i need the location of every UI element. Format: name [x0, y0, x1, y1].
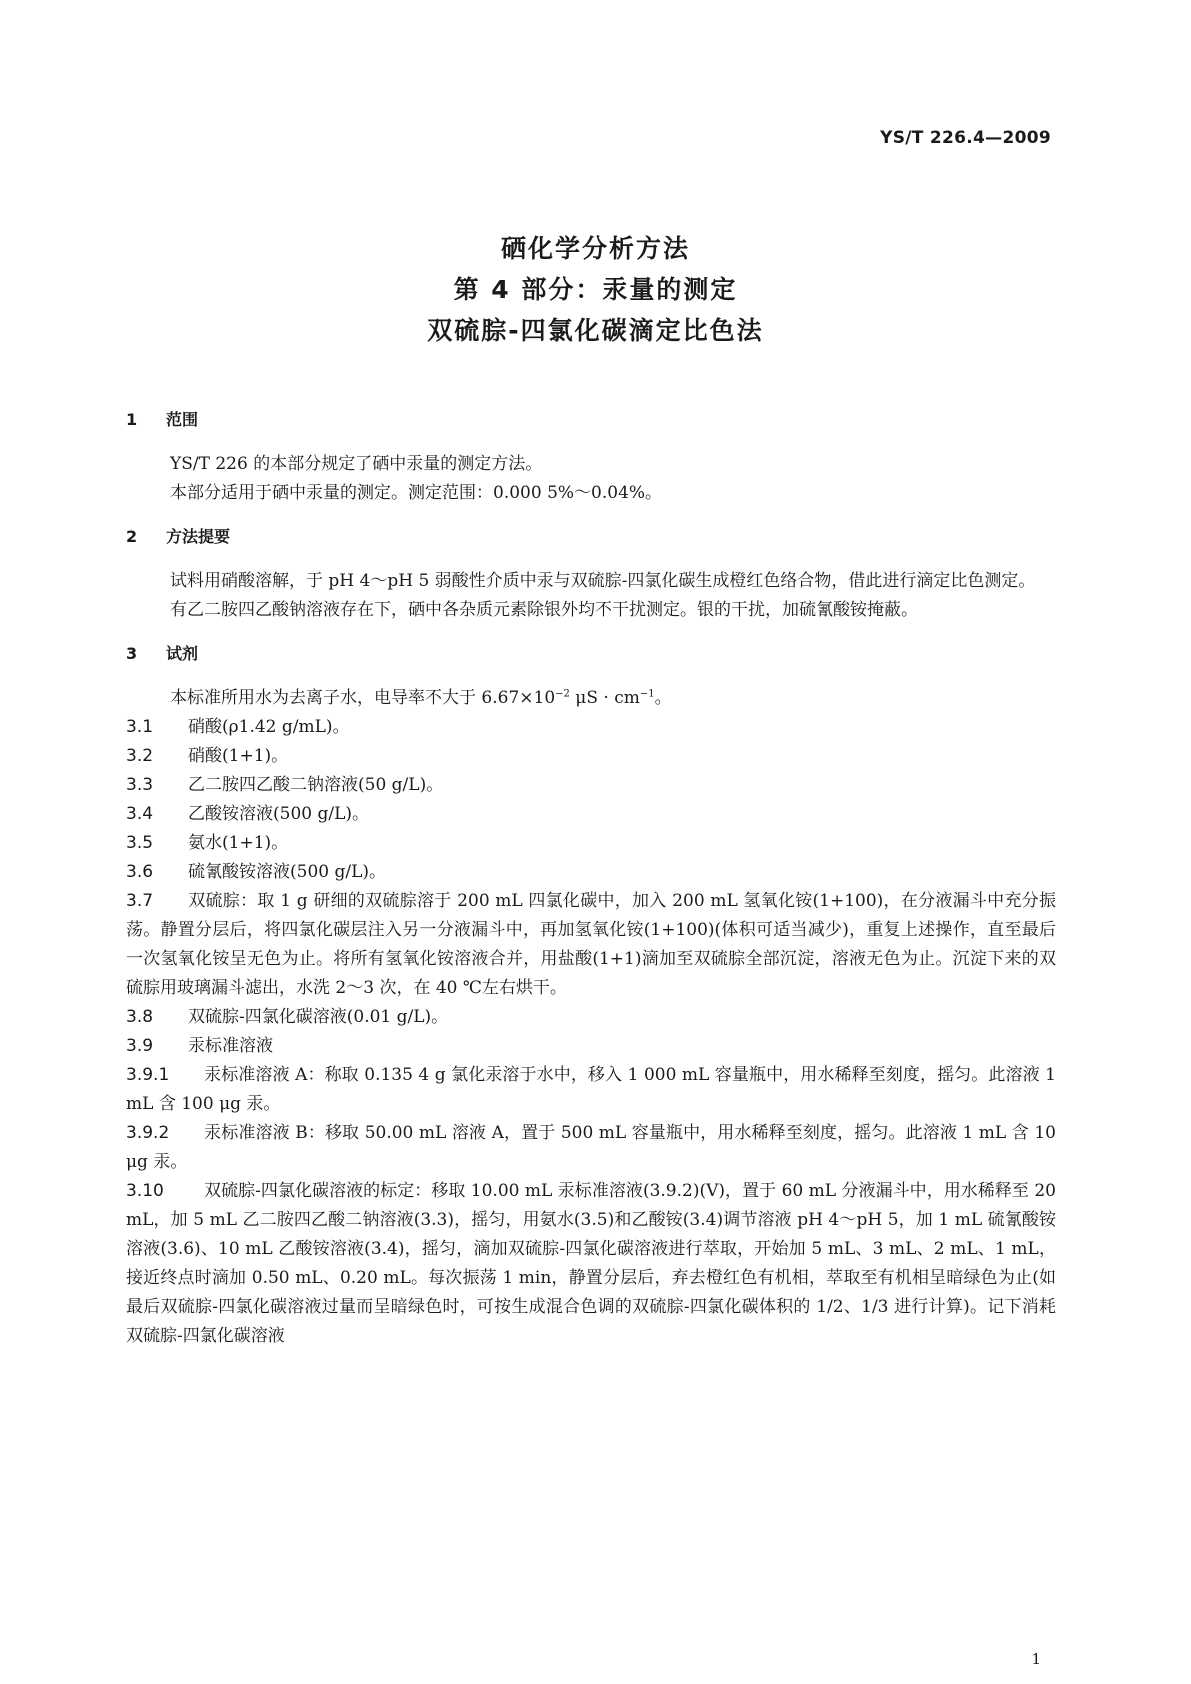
- item-text: 乙酸铵溶液(500 g/L)。: [188, 804, 370, 824]
- item-number: 3.4: [126, 804, 154, 824]
- paragraph: 试料用硝酸溶解，于 pH 4～pH 5 弱酸性介质中汞与双硫腙-四氯化碳生成橙红色络合物，借此进行滴定比色测定。: [170, 571, 1036, 591]
- item-text: 双硫腙-四氯化碳溶液(0.01 g/L)。: [188, 1007, 449, 1027]
- reagent-item: [126, 800, 1056, 829]
- document-title: [0, 228, 1191, 351]
- standard-code: YS/T 226.4—2009: [880, 128, 1051, 148]
- item-text: 双硫腙：取 1 g 研细的双硫腙溶于 200 mL 四氯化碳中，加入 200 mL 氢氧化铵(1+100)，在分液漏斗中充分振荡。静置分层后，将四氯化碳层注入另一分液漏斗中，再加氢氧化铵(1+100)(体积可适当减少)，重复上述操作，直至最后一次氢氧化铵呈无色为止。将所有氢氧化铵溶液合并，用盐酸(1+1)滴加至双硫腙全部沉淀，溶液无色为止。沉淀下来的双硫腙用玻璃漏斗滤出，水洗 2～3 次，在 40 ℃左右烘干。: [126, 891, 1056, 998]
- item-number: 3.6: [126, 862, 154, 882]
- reagent-item: [126, 742, 1056, 771]
- section-title: 范围: [166, 410, 199, 429]
- page-number: 1: [1031, 1650, 1041, 1668]
- item-text: 汞标准溶液 A：称取 0.135 4 g 氯化汞溶于水中，移入 1 000 mL 容量瓶中，用水稀释至刻度，摇匀。此溶液 1 mL 含 100 μg 汞。: [126, 1065, 1056, 1114]
- paragraph-water-spec: 本标准所用水为去离子水，电导率不大于 $6.67\times 10^{-2}$ $\mu S \cdot cm^{-1}$。: [170, 688, 672, 708]
- section-number: 3: [126, 644, 138, 663]
- item-text: 硫氰酸铵溶液(500 g/L)。: [188, 862, 387, 882]
- item-number: 3.7: [126, 891, 154, 911]
- reagent-item: [126, 771, 1056, 800]
- reagent-item: [126, 858, 1056, 887]
- item-number: 3.2: [126, 746, 154, 766]
- item-number: 3.3: [126, 775, 154, 795]
- item-number: 3.1: [126, 717, 154, 737]
- item-number: 3.9.1: [126, 1065, 170, 1085]
- item-text: 汞标准溶液: [188, 1036, 273, 1056]
- title-line-3: 双硫腙-四氯化碳滴定比色法: [427, 316, 764, 345]
- reagent-item: [126, 713, 1056, 742]
- paragraph: 有乙二胺四乙酸钠溶液存在下，硒中各杂质元素除银外均不干扰测定。银的干扰，加硫氰酸铵掩蔽。: [170, 600, 918, 620]
- paragraph: YS/T 226 的本部分规定了硒中汞量的测定方法。: [170, 454, 543, 474]
- section-number: 1: [126, 410, 138, 429]
- item-number: 3.9.2: [126, 1123, 170, 1143]
- document-body: [126, 405, 1056, 1351]
- reagent-item: [126, 1177, 1056, 1351]
- section-title: 方法提要: [166, 527, 231, 546]
- section-title: 试剂: [166, 644, 199, 663]
- section-1-heading: [126, 405, 1056, 434]
- reagent-item: [126, 1003, 1056, 1032]
- title-line-1: 硒化学分析方法: [500, 234, 690, 263]
- item-text: 乙二胺四乙酸二钠溶液(50 g/L)。: [188, 775, 444, 795]
- section-number: 2: [126, 527, 138, 546]
- paragraph: 本部分适用于硒中汞量的测定。测定范围：0.000 5%～0.04%。: [170, 483, 663, 503]
- reagent-item: [126, 1032, 1056, 1061]
- item-text: 硝酸(1+1)。: [188, 746, 289, 766]
- section-2-heading: [126, 522, 1056, 551]
- item-number: 3.9: [126, 1036, 154, 1056]
- item-text: 双硫腙-四氯化碳溶液的标定：移取 10.00 mL 汞标准溶液(3.9.2)(V)，置于 60 mL 分液漏斗中，用水稀释至 20 mL，加 5 mL 乙二胺四乙酸二钠溶液(3.3)，摇匀，用氨水(3.5)和乙酸铵(3.4)调节溶液 pH 4～pH 5，加 1 mL 硫氰酸铵溶液(3.6)、10 mL 乙酸铵溶液(3.4)，摇匀，滴加双硫腙-四氯化碳溶液进行萃取，开始加 5 mL、3 mL、2 mL、1 mL，接近终点时滴加 0.50 mL、0.20 mL。每次振荡 1 min，静置分层后，弃去橙红色有机相，萃取至有机相呈暗绿色为止(如最后双硫腙-四氯化碳溶液过量而呈暗绿色时，可按生成混合色调的双硫腙-四氯化碳体积的 1/2、1/3 进行计算)。记下消耗双硫腙-四氯化碳溶液: [126, 1181, 1056, 1346]
- reagent-item: [126, 829, 1056, 858]
- item-text: 汞标准溶液 B：移取 50.00 mL 溶液 A，置于 500 mL 容量瓶中，用水稀释至刻度，摇匀。此溶液 1 mL 含 10 μg 汞。: [126, 1123, 1056, 1172]
- item-text: 氨水(1+1)。: [188, 833, 289, 853]
- item-text: 硝酸(ρ1.42 g/mL)。: [188, 717, 350, 737]
- section-3-heading: [126, 639, 1056, 668]
- reagent-item: [126, 887, 1056, 1003]
- item-number: 3.5: [126, 833, 154, 853]
- item-number: 3.8: [126, 1007, 154, 1027]
- reagent-item: [126, 1061, 1056, 1119]
- reagent-item: [126, 1119, 1056, 1177]
- title-line-2: 第 4 部分：汞量的测定: [453, 275, 738, 304]
- item-number: 3.10: [126, 1181, 164, 1201]
